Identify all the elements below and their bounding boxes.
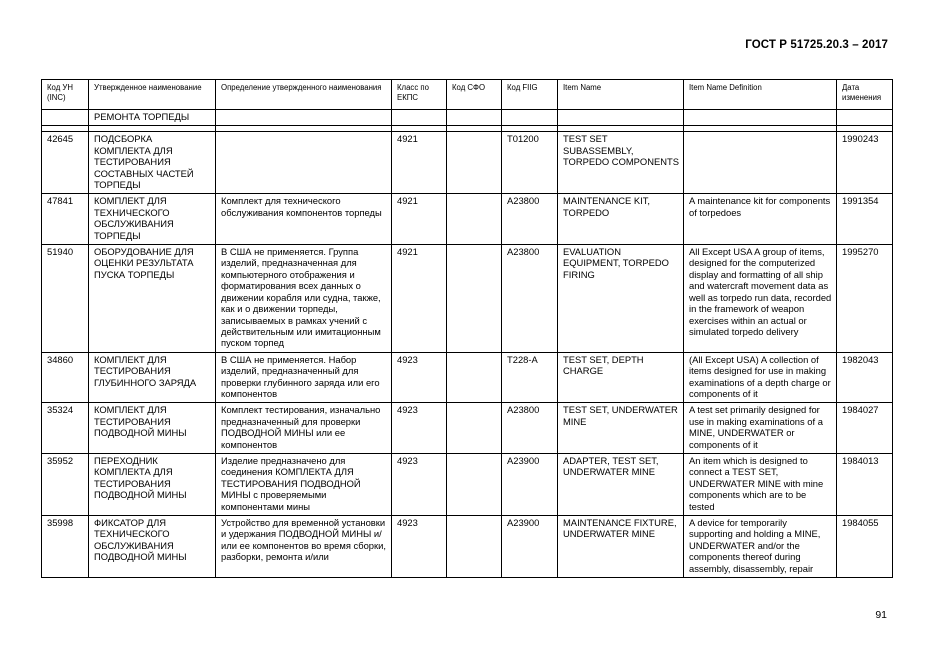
column-header: Определение утвержденного наименования: [216, 80, 392, 110]
table-cell: [447, 516, 502, 578]
table-cell: [837, 110, 893, 126]
table-cell: ПОДСБОРКА КОМПЛЕКТА ДЛЯ ТЕСТИРОВАНИЯ СОСТАВНЫХ ЧАСТЕЙ ТОРПЕДЫ: [89, 132, 216, 194]
table-cell: 1990243: [837, 132, 893, 194]
table-header-row: [42, 80, 893, 110]
column-header: Утвержденное наименование: [89, 80, 216, 110]
table-cell: Изделие предназначено для соединения КОМПЛЕКТА ДЛЯ ТЕСТИРОВАНИЯ ПОДВОДНОЙ МИНЫ с проверяемыми компонентами мины: [216, 453, 392, 515]
page-number: 91: [875, 609, 887, 621]
table-cell: T01200: [502, 132, 558, 194]
column-header: Item Name: [558, 80, 684, 110]
table-cell: A23800: [502, 194, 558, 245]
table-row: [42, 516, 893, 578]
table-cell: 1984013: [837, 453, 893, 515]
column-header: Item Name Definition: [684, 80, 837, 110]
table-row: [42, 352, 893, 403]
table-cell: [684, 132, 837, 194]
table-cell: TEST SET, DEPTH CHARGE: [558, 352, 684, 403]
table-cell: MAINTENANCE KIT, TORPEDO: [558, 194, 684, 245]
table-cell: [216, 110, 392, 126]
table-cell: [447, 110, 502, 126]
table-cell: 47841: [42, 194, 89, 245]
table-cell: 4923: [392, 453, 447, 515]
table-cell: [392, 110, 447, 126]
table-cell: EVALUATION EQUIPMENT, TORPEDO FIRING: [558, 245, 684, 353]
table-cell: TEST SET SUBASSEMBLY, TORPEDO COMPONENTS: [558, 132, 684, 194]
table-cell: 1995270: [837, 245, 893, 353]
table-cell: 1982043: [837, 352, 893, 403]
column-header: Класс по ЕКПС: [392, 80, 447, 110]
table-cell: [447, 453, 502, 515]
table-cell: Устройство для временной установки и удержания ПОДВОДНОЙ МИНЫ и/или ее компонентов во время сборки, разборки, ремонта и/или: [216, 516, 392, 578]
table-cell: РЕМОНТА ТОРПЕДЫ: [89, 110, 216, 126]
table-cell: 42645: [42, 132, 89, 194]
table-cell: A device for temporarily supporting and holding a MINE, UNDERWATER and/or the components thereof during assembly, disassembly, repair: [684, 516, 837, 578]
table-cell: 4923: [392, 403, 447, 454]
table-cell: A23900: [502, 516, 558, 578]
continuation-row: [42, 110, 893, 126]
table-cell: All Except USA A group of items, designed for the computerized display and formatting of all ship and watercraft movement data as well as torpedo run data, recorded in the framework of weapon exercises within an actual or simulated torpedo delivery: [684, 245, 837, 353]
table-cell: 35998: [42, 516, 89, 578]
table-row: [42, 453, 893, 515]
table-cell: ФИКСАТОР ДЛЯ ТЕХНИЧЕСКОГО ОБСЛУЖИВАНИЯ ПОДВОДНОЙ МИНЫ: [89, 516, 216, 578]
table-cell: [447, 403, 502, 454]
table-cell: [684, 110, 837, 126]
table-row: [42, 245, 893, 353]
table-cell: (All Except USA) A collection of items designed for use in making examinations of a depth charge or components of it: [684, 352, 837, 403]
table-cell: [447, 194, 502, 245]
table-cell: [447, 352, 502, 403]
table-cell: 35952: [42, 453, 89, 515]
table-cell: Комплект для технического обслуживания компонентов торпеды: [216, 194, 392, 245]
column-header: Код УН (INC): [42, 80, 89, 110]
document-header: ГОСТ Р 51725.20.3 – 2017: [745, 39, 888, 51]
table-cell: ПЕРЕХОДНИК КОМПЛЕКТА ДЛЯ ТЕСТИРОВАНИЯ ПОДВОДНОЙ МИНЫ: [89, 453, 216, 515]
table-cell: 35324: [42, 403, 89, 454]
table-cell: 4921: [392, 132, 447, 194]
table-cell: A23800: [502, 403, 558, 454]
table-cell: 4923: [392, 352, 447, 403]
table-cell: ADAPTER, TEST SET, UNDERWATER MINE: [558, 453, 684, 515]
table-cell: A maintenance kit for components of torpedoes: [684, 194, 837, 245]
table-cell: КОМПЛЕКТ ДЛЯ ТЕСТИРОВАНИЯ ПОДВОДНОЙ МИНЫ: [89, 403, 216, 454]
table-cell: 1991354: [837, 194, 893, 245]
table-cell: [447, 245, 502, 353]
table-cell: КОМПЛЕКТ ДЛЯ ТЕХНИЧЕСКОГО ОБСЛУЖИВАНИЯ ТОРПЕДЫ: [89, 194, 216, 245]
table-row: [42, 132, 893, 194]
table-cell: В США не применяется. Группа изделий, предназначенная для компьютерного отображения и форматирования всех данных о движении корабля или судна, также, как и о движении торпеды, записываемых в рамках учений с действительным или имитационным пуском торпед: [216, 245, 392, 353]
table-cell: КОМПЛЕКТ ДЛЯ ТЕСТИРОВАНИЯ ГЛУБИННОГО ЗАРЯДА: [89, 352, 216, 403]
table-row: [42, 403, 893, 454]
table-cell: 1984027: [837, 403, 893, 454]
table-cell: В США не применяется. Набор изделий, предназначенный для проверки глубинного заряда или его компонентов: [216, 352, 392, 403]
table-row: [42, 194, 893, 245]
table-cell: An item which is designed to connect a TEST SET, UNDERWATER MINE with mine components which are to be tested: [684, 453, 837, 515]
table-cell: [42, 110, 89, 126]
table-cell: 1984055: [837, 516, 893, 578]
table-cell: ОБОРУДОВАНИЕ ДЛЯ ОЦЕНКИ РЕЗУЛЬТАТА ПУСКА ТОРПЕДЫ: [89, 245, 216, 353]
table-cell: A23800: [502, 245, 558, 353]
table-cell: 34860: [42, 352, 89, 403]
table-cell: 51940: [42, 245, 89, 353]
table-cell: MAINTENANCE FIXTURE, UNDERWATER MINE: [558, 516, 684, 578]
table-cell: [447, 132, 502, 194]
table-cell: [216, 132, 392, 194]
table-cell: 4921: [392, 245, 447, 353]
table-cell: T228-A: [502, 352, 558, 403]
table-cell: TEST SET, UNDERWATER MINE: [558, 403, 684, 454]
table-cell: 4923: [392, 516, 447, 578]
table-cell: [558, 110, 684, 126]
table-cell: 4921: [392, 194, 447, 245]
table-cell: A test set primarily designed for use in making examinations of a MINE, UNDERWATER or components of it: [684, 403, 837, 454]
table-cell: Комплект тестирования, изначально предназначенный для проверки ПОДВОДНОЙ МИНЫ или ее компонентов: [216, 403, 392, 454]
table-cell: [502, 110, 558, 126]
column-header: Код СФО: [447, 80, 502, 110]
column-header: Дата изменения: [837, 80, 893, 110]
table-cell: A23900: [502, 453, 558, 515]
column-header: Код FIIG: [502, 80, 558, 110]
classification-table: [41, 79, 893, 578]
